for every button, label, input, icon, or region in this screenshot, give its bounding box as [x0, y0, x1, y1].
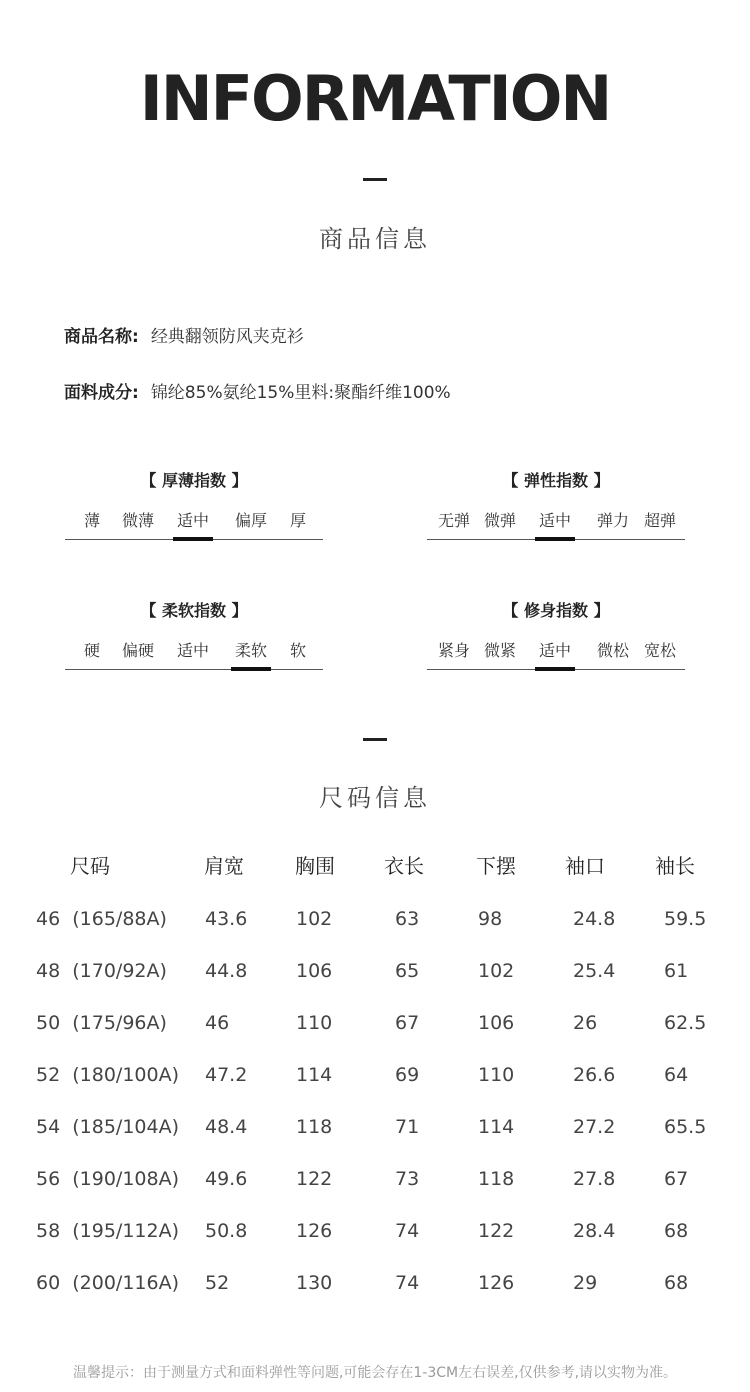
- index-block: [427, 468, 685, 544]
- table-cell: 62.5: [664, 1012, 707, 1034]
- table-header-cell: 下摆: [476, 854, 516, 878]
- index-option: 无弹: [437, 511, 471, 530]
- table-cell: 49.6: [205, 1168, 248, 1190]
- table-cell: 64: [664, 1064, 689, 1086]
- index-option: 紧身: [437, 641, 471, 660]
- table-cell: 26: [573, 1012, 598, 1034]
- index-block: [427, 598, 685, 674]
- table-cell: 63: [395, 908, 420, 930]
- table-cell: 71: [395, 1116, 420, 1138]
- index-option: 适中: [538, 641, 572, 660]
- index-option: 偏厚: [234, 511, 268, 530]
- index-selected-marker: [535, 537, 575, 541]
- fabric-row: [64, 378, 451, 403]
- table-cell: 29: [573, 1272, 598, 1294]
- table-cell: 98: [478, 908, 503, 930]
- table-cell: 114: [296, 1064, 333, 1086]
- footer-note: 温馨提示：由于测量方式和面料弹性等问题,可能会存在1-3CM左右误差,仅供参考,请以实物为准。: [72, 1365, 678, 1381]
- table-cell: 61: [664, 960, 689, 982]
- index-option: 宽松: [643, 641, 677, 660]
- table-cell: 46: [205, 1012, 230, 1034]
- index-title: 【 弹性指数 】: [502, 471, 610, 490]
- table-cell: 126: [478, 1272, 515, 1294]
- index-title: 【 修身指数 】: [502, 601, 610, 620]
- index-block: [65, 468, 323, 544]
- table-cell: 118: [478, 1168, 515, 1190]
- table-cell: 106: [478, 1012, 515, 1034]
- index-block: [65, 598, 323, 674]
- index-option: 超弹: [643, 511, 677, 530]
- table-size-label: 52 (180/100A): [36, 1064, 180, 1086]
- index-option: 适中: [176, 511, 210, 530]
- index-option: 微薄: [121, 511, 155, 530]
- index-title: 【 柔软指数 】: [140, 601, 248, 620]
- table-cell: 102: [478, 960, 515, 982]
- size-info-heading: 尺码信息: [319, 784, 431, 812]
- table-cell: 69: [395, 1064, 420, 1086]
- table-cell: 102: [296, 908, 333, 930]
- product-info-heading: 商品信息: [319, 225, 431, 253]
- product-name-label: 商品名称:: [64, 327, 139, 347]
- table-cell: 118: [296, 1116, 333, 1138]
- table-size-label: 56 (190/108A): [36, 1168, 180, 1190]
- table-cell: 67: [664, 1168, 689, 1190]
- table-cell: 28.4: [573, 1220, 616, 1242]
- table-header-cell: 袖长: [655, 854, 695, 878]
- table-cell: 50.8: [205, 1220, 248, 1242]
- table-cell: 67: [395, 1012, 420, 1034]
- index-option: 软: [289, 641, 307, 660]
- index-title: 【 厚薄指数 】: [140, 471, 248, 490]
- index-option: 适中: [538, 511, 572, 530]
- table-header-cell: 胸围: [295, 854, 335, 878]
- table-header-cell: 肩宽: [204, 854, 244, 878]
- section-divider: [363, 738, 387, 741]
- table-header-cell: 衣长: [384, 854, 424, 878]
- table-cell: 27.2: [573, 1116, 616, 1138]
- index-selected-marker: [535, 667, 575, 671]
- table-cell: 122: [478, 1220, 515, 1242]
- table-cell: 47.2: [205, 1064, 248, 1086]
- index-option: 微弹: [483, 511, 517, 530]
- fabric-label: 面料成分:: [64, 383, 139, 403]
- table-size-label: 48 (170/92A): [36, 960, 167, 982]
- table-cell: 110: [478, 1064, 515, 1086]
- index-option: 适中: [176, 641, 210, 660]
- table-cell: 73: [395, 1168, 420, 1190]
- index-option: 偏硬: [121, 641, 155, 660]
- table-cell: 48.4: [205, 1116, 248, 1138]
- table-size-label: 46 (165/88A): [36, 908, 167, 930]
- table-cell: 110: [296, 1012, 333, 1034]
- table-cell: 44.8: [205, 960, 248, 982]
- index-selected-marker: [231, 667, 271, 671]
- table-cell: 43.6: [205, 908, 248, 930]
- index-option: 厚: [289, 511, 307, 530]
- index-option: 柔软: [234, 641, 268, 660]
- table-cell: 24.8: [573, 908, 616, 930]
- table-size-label: 50 (175/96A): [36, 1012, 167, 1034]
- section-divider: [363, 178, 387, 181]
- table-cell: 65.5: [664, 1116, 707, 1138]
- table-header-cell: 尺码: [70, 854, 110, 878]
- index-selected-marker: [173, 537, 213, 541]
- index-option: 微松: [596, 641, 630, 660]
- index-option: 薄: [83, 511, 101, 530]
- table-cell: 74: [395, 1272, 420, 1294]
- table-cell: 59.5: [664, 908, 707, 930]
- table-size-label: 60 (200/116A): [36, 1272, 180, 1294]
- table-cell: 122: [296, 1168, 333, 1190]
- table-header-cell: 袖口: [565, 854, 605, 878]
- product-name-value: 经典翻领防风夹克衫: [150, 327, 304, 347]
- table-cell: 126: [296, 1220, 333, 1242]
- product-name-row: [64, 322, 304, 347]
- index-option: 弹力: [596, 511, 630, 530]
- table-cell: 114: [478, 1116, 515, 1138]
- page-title: INFORMATION: [139, 62, 611, 135]
- index-scale-line: [65, 669, 323, 670]
- table-cell: 27.8: [573, 1168, 616, 1190]
- index-option: 硬: [83, 641, 101, 660]
- table-cell: 52: [205, 1272, 230, 1294]
- table-cell: 25.4: [573, 960, 616, 982]
- table-size-label: 58 (195/112A): [36, 1220, 180, 1242]
- index-option: 微紧: [483, 641, 517, 660]
- table-cell: 106: [296, 960, 333, 982]
- table-cell: 68: [664, 1220, 689, 1242]
- table-cell: 26.6: [573, 1064, 616, 1086]
- table-cell: 74: [395, 1220, 420, 1242]
- table-size-label: 54 (185/104A): [36, 1116, 180, 1138]
- fabric-value: 锦纶85%氨纶15%里料:聚酯纤维100%: [150, 383, 451, 403]
- table-cell: 65: [395, 960, 420, 982]
- table-cell: 130: [296, 1272, 333, 1294]
- table-cell: 68: [664, 1272, 689, 1294]
